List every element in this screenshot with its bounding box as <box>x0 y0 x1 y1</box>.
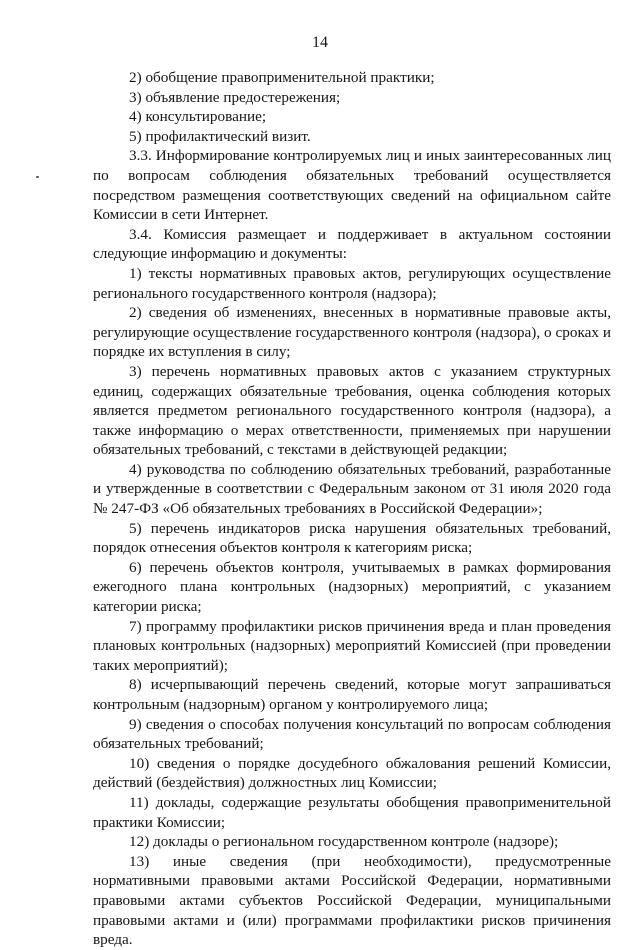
list-item: 7) программу профилактики рисков причинения вреда и план проведения плановых контрольных (надзорных) мероприятий Комиссией (при проведении таких мероприятий); <box>93 617 611 674</box>
list-item: 9) сведения о способах получения консультаций по вопросам соблюдения обязательных требований; <box>93 715 611 753</box>
list-item: 4) руководства по соблюдению обязательных требований, разработанные и утвержденные в соответствии с Федеральным законом от 31 июля 2020 года № 247-ФЗ «Об обязательных требованиях в Российской Федерации»; <box>93 460 611 518</box>
list-item: 11) доклады, содержащие результаты обобщения правоприменительной практики Комиссии; <box>93 793 611 831</box>
paragraph-3-3: 3.3. Информирование контролируемых лиц и иных заинтересованных лиц по вопросам соблюдения обязательных требований осуществляется посредством размещения соответствующих сведений на официальном сайте Комиссии в сети Интернет. <box>93 147 611 224</box>
list-item: 5) перечень индикаторов риска нарушения обязательных требований, порядок отнесения объектов контроля к категориям риска; <box>93 519 611 557</box>
paragraph-3-4: 3.4. Комиссия размещает и поддерживает в актуальном состоянии следующие информацию и документы: <box>93 225 611 263</box>
list-item: 5) профилактический визит. <box>129 127 311 145</box>
list-item: 12) доклады о региональном государственном контроле (надзоре); <box>129 833 559 851</box>
page-number: 14 <box>312 34 328 51</box>
list-item: 8) исчерпывающий перечень сведений, которые могут запрашиваться контрольным (надзорным) органом у контролируемого лица; <box>93 676 611 713</box>
document-body <box>93 68 611 950</box>
list-item: 2) сведения об изменениях, внесенных в нормативные правовые акты, регулирующие осуществление государственного контроля (надзора), о сроках и порядке их вступления в силу; <box>93 304 611 361</box>
list-item: 3) объявление предостережения; <box>129 88 341 106</box>
scan-mark <box>36 176 39 178</box>
list-item: 10) сведения о порядке досудебного обжалования решений Комиссии, действий (бездействия) должностных лиц Комиссии; <box>93 754 611 792</box>
list-item: 13) иные сведения (при необходимости), предусмотренные нормативными правовыми актами Российской Федерации, нормативными правовыми актами субъектов Российской Федерации, муниципальными правовыми актами и (или) программами профилактики рисков причинения вреда. <box>93 852 611 949</box>
list-item: 4) консультирование; <box>129 108 267 126</box>
list-item: 1) тексты нормативных правовых актов, регулирующих осуществление регионального государственного контроля (надзора); <box>93 264 611 302</box>
list-item: 6) перечень объектов контроля, учитываемых в рамках формирования ежегодного плана контрольных (надзорных) мероприятий, с указанием категории риска; <box>93 558 611 616</box>
list-item: 3) перечень нормативных правовых актов с указанием структурных единиц, содержащих обязательные требования, оценка соблюдения которых является предметом регионального государственного контроля (надзора), а также информацию о мерах ответственности, применяемых при нарушении обязательных требований, с текстами в действующей редакции; <box>93 362 611 459</box>
list-item: 2) обобщение правоприменительной практики; <box>129 69 435 86</box>
